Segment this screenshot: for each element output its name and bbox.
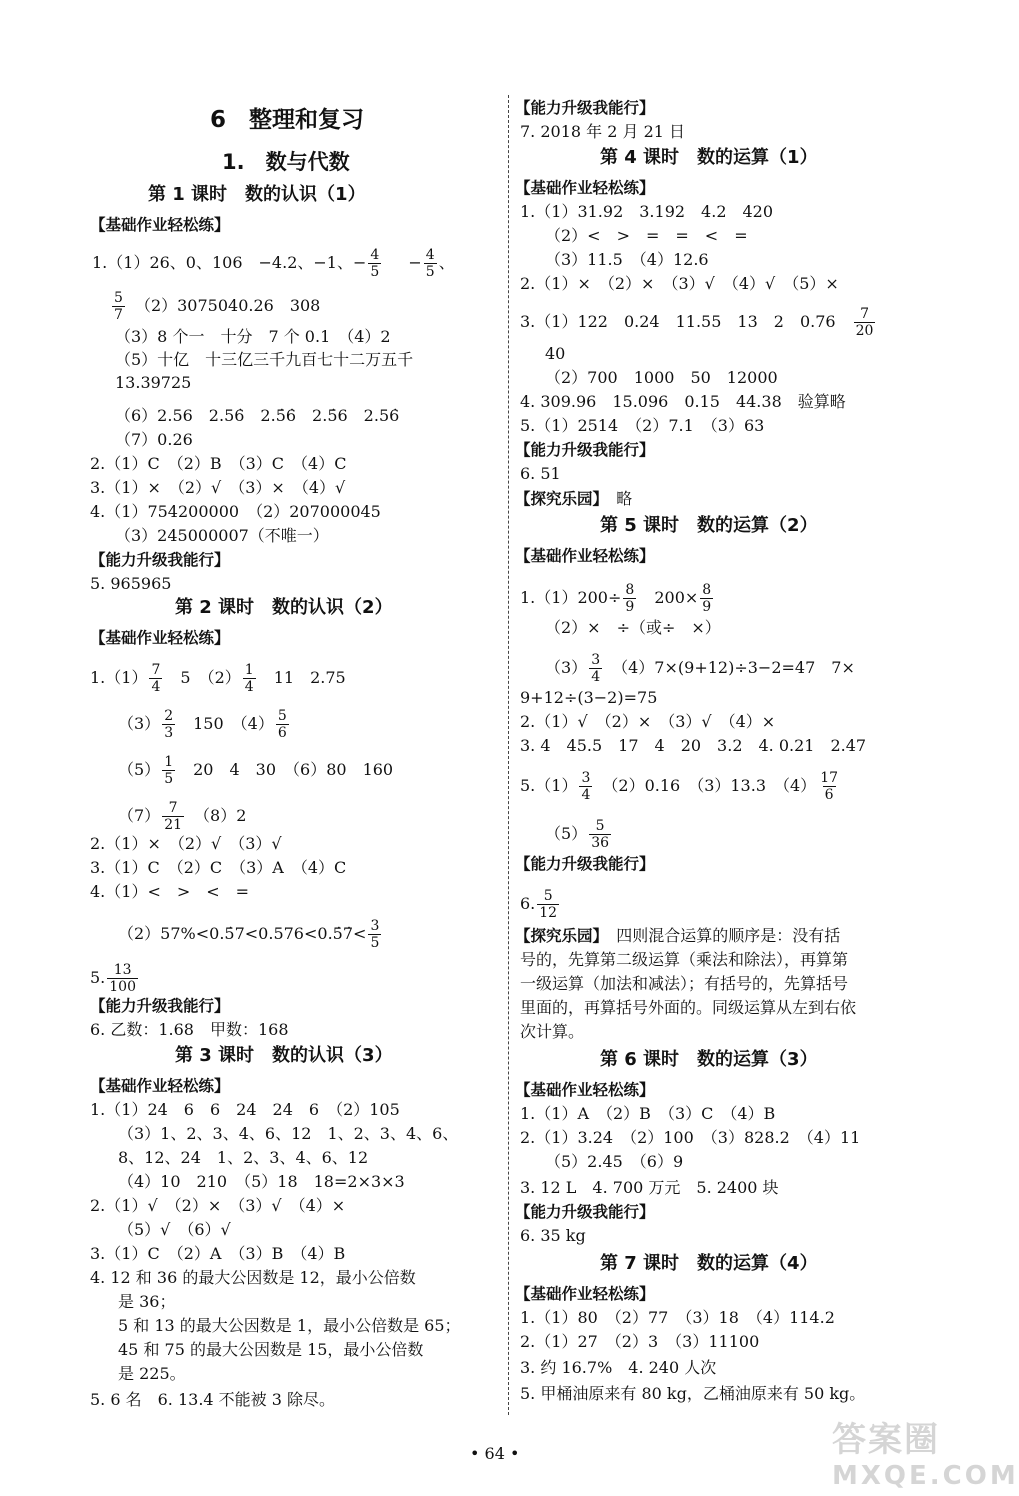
l4-explore: 【探究乐园】 略 bbox=[515, 489, 633, 508]
fraction: $\frac{13}{100}$ bbox=[109, 962, 136, 995]
l7-q1: 1.（1）80 （2）77 （3）18 （4）114.2 bbox=[520, 1308, 835, 1327]
l2-q2: 2.（1）× （2）√ （3）√ bbox=[90, 834, 282, 853]
l3-q4-line1: 4. 12 和 36 的最大公因数是 12，最小公倍数 bbox=[90, 1268, 416, 1287]
l4-q3-line2: 40 bbox=[545, 344, 566, 363]
fraction: $\frac{7}{20}$ bbox=[855, 306, 874, 339]
fraction: $\frac{4}{5}$ bbox=[425, 247, 435, 280]
ability-section-label: 【能力升级我能行】 bbox=[515, 441, 655, 459]
l5-q1-line2: （2）× ÷（或÷ ×） bbox=[545, 618, 721, 637]
l1-q3: 3.（1）× （2）√ （3）× （4）√ bbox=[90, 478, 346, 497]
l4-q5: 5.（1）2514 （2）7.1 （3）63 bbox=[520, 416, 765, 435]
l4-q3-line1: 3.（1）122 0.24 11.55 13 2 0.76 $\frac{7}{20}$ bbox=[520, 306, 874, 339]
l4-q2: 2.（1）× （2）× （3）√ （4）√ （5）× bbox=[520, 274, 839, 293]
fraction: $\frac{1}{5}$ bbox=[164, 754, 174, 787]
fraction: $\frac{7}{4}$ bbox=[151, 662, 161, 695]
l1-q1-line2: $\frac{5}{7}$ （2）3075040.26 308 bbox=[114, 290, 321, 323]
l3-q5: 5. 6 名 6. 13.4 不能被 3 除尽。 bbox=[90, 1390, 336, 1409]
l5-q1-line4: 9+12÷(3−2)=75 bbox=[520, 688, 658, 707]
ability-section-label: 【能力升级我能行】 bbox=[515, 1203, 655, 1221]
section-title: 1. 数与代数 bbox=[222, 150, 350, 174]
l1-q1-line7: （7）0.26 bbox=[115, 430, 193, 449]
l1-q2: 2.（1）C （2）B （3）C （4）C bbox=[90, 454, 347, 473]
fraction: $\frac{17}{6}$ bbox=[820, 770, 839, 803]
l6-q1: 1.（1）A （2）B （3）C （4）B bbox=[520, 1104, 776, 1123]
fraction: $\frac{2}{3}$ bbox=[164, 708, 174, 741]
fraction: $\frac{8}{9}$ bbox=[702, 582, 712, 615]
l5-explore-line4: 里面的，再算括号外面的。同级运算从左到右依 bbox=[520, 998, 857, 1017]
ability-section-label: 【能力升级我能行】 bbox=[90, 997, 230, 1015]
l3-q3: 3.（1）C （2）A （3）B （4）B bbox=[90, 1244, 346, 1263]
l3-q2-line2: （5）√ （6）√ bbox=[118, 1220, 231, 1239]
ability-section-label: 【能力升级我能行】 bbox=[515, 99, 655, 117]
l5-explore-line1: 【探究乐园】 四则混合运算的顺序是：没有括 bbox=[515, 926, 841, 945]
fraction: $\frac{3}{4}$ bbox=[591, 652, 601, 685]
basic-section-label: 【基础作业轻松练】 bbox=[515, 1081, 655, 1099]
l1-q4-line1: 4.（1）754200000 （2）207000045 bbox=[90, 502, 381, 521]
fraction: $\frac{5}{7}$ bbox=[114, 290, 123, 323]
l4-q1-line1: 1.（1）31.92 3.192 4.2 420 bbox=[520, 202, 774, 221]
l5-q6: 6. $\frac{5}{12}$ bbox=[520, 888, 558, 921]
basic-section-label: 【基础作业轻松练】 bbox=[90, 629, 230, 647]
l5-q1-line1: 1.（1）200÷ $\frac{8}{9}$ 200× $\frac{8}{9}$ bbox=[520, 582, 712, 615]
ability-section-label: 【能力升级我能行】 bbox=[90, 551, 230, 569]
basic-section-label: 【基础作业轻松练】 bbox=[515, 547, 655, 565]
l3-q4-line4: 45 和 75 的最大公因数是 15，最小公倍数 bbox=[118, 1340, 424, 1359]
chapter-title: 6 整理和复习 bbox=[210, 107, 365, 133]
basic-section-label: 【基础作业轻松练】 bbox=[90, 1077, 230, 1095]
l3-q1-line2: （3）1、2、3、4、6、12 1、2、3、4、6、 bbox=[118, 1124, 459, 1143]
l6-q2-line1: 2.（1）3.24 （2）100 （3）828.2 （4）11 bbox=[520, 1128, 861, 1147]
l1-q1-line5: 13.39725 bbox=[115, 373, 192, 392]
fraction: $\frac{3}{4}$ bbox=[581, 770, 591, 803]
fraction: $\frac{5}{12}$ bbox=[539, 888, 558, 921]
l2-q1-row2: （3） $\frac{2}{3}$ 150 （4） $\frac{5}{6}$ bbox=[118, 708, 287, 741]
l4-q6: 6. 51 bbox=[520, 464, 561, 483]
l3-q1-line4: （4）10 210 （5）18 18=2×3×3 bbox=[118, 1172, 405, 1191]
ability-section-label: 【能力升级我能行】 bbox=[515, 855, 655, 873]
l2-q5: 5. $\frac{13}{100}$ bbox=[90, 962, 136, 995]
r-q7: 7. 2018 年 2 月 21 日 bbox=[520, 122, 686, 141]
lesson-4-title: 第 4 课时 数的运算（1） bbox=[600, 147, 818, 168]
l3-q4-line2: 是 36； bbox=[118, 1292, 176, 1311]
basic-section-label: 【基础作业轻松练】 bbox=[515, 179, 655, 197]
l3-q1-line3: 8、12、24 1、2、3、4、6、12 bbox=[118, 1148, 369, 1167]
l1-q1-line3: （3）8 个一 十分 7 个 0.1 （4）2 bbox=[115, 327, 391, 346]
l5-explore-line3: 一级运算（加法和减法）；有括号的，先算括号 bbox=[520, 974, 849, 993]
l2-q4-line2: （2）57%<0.5̇7<0.576<0.5̇7̇< $\frac{3}{5}$ bbox=[118, 918, 380, 951]
watermark-logo: 答案圈 MXQE.COM bbox=[832, 1420, 1019, 1491]
l1-q1-line4: （5）十亿 十三亿三千九百七十二万五千 bbox=[115, 350, 414, 369]
l1-q1-line6: （6）2.56 2.56̇ 2.5̇6̇ 2.5̇6 2.56̇ bbox=[115, 406, 400, 425]
l2-q3: 3.（1）C （2）C （3）A （4）C bbox=[90, 858, 347, 877]
l5-explore-line2: 号的，先算第二级运算（乘法和除法），再算第 bbox=[520, 950, 849, 969]
lesson-2-title: 第 2 课时 数的认识（2） bbox=[175, 597, 393, 618]
lesson-3-title: 第 3 课时 数的认识（3） bbox=[175, 1045, 393, 1066]
l4-q3-line3: （2）700 1000 50 12000 bbox=[545, 368, 778, 387]
l3-q4-line5: 是 225。 bbox=[118, 1364, 186, 1383]
l5-q5-line2: （5） $\frac{5}{36}$ bbox=[545, 818, 610, 851]
lesson-6-title: 第 6 课时 数的运算（3） bbox=[600, 1049, 818, 1070]
column-divider bbox=[508, 95, 509, 1415]
l3-q2-line1: 2.（1）√ （2）× （3）√ （4）× bbox=[90, 1196, 346, 1215]
l6-q2-line2: （5）2.45 （6）9 bbox=[545, 1152, 684, 1171]
l1-q5: 5. 965965 bbox=[90, 574, 172, 593]
fraction: $\frac{1}{4}$ bbox=[244, 662, 254, 695]
l2-q4-line1: 4.（1）< > < = bbox=[90, 882, 250, 901]
basic-section-label: 【基础作业轻松练】 bbox=[515, 1285, 655, 1303]
l4-q1-line2: （2）< > = = < = bbox=[545, 226, 748, 245]
l7-q2: 2.（1）27 （2）3 （3）11100 bbox=[520, 1332, 760, 1351]
l3-q1-line1: 1.（1）24 6 6 24 24 6 （2）105 bbox=[90, 1100, 400, 1119]
l4-q1-line3: （3）11.5 （4）12.6 bbox=[545, 250, 709, 269]
l5-q3: 3. 4 45.5 17 4 20 3.2 4. 0.21 2.47 bbox=[520, 736, 867, 755]
fraction: $\frac{8}{9}$ bbox=[625, 582, 635, 615]
l2-q1-row1: 1.（1） $\frac{7}{4}$ 5 （2） $\frac{1}{4}$ 11 2.75 bbox=[90, 662, 346, 695]
l1-q4-line2: （3）245000007（不唯一） bbox=[115, 526, 329, 545]
basic-section-label: 【基础作业轻松练】 bbox=[90, 216, 230, 234]
l5-explore-line5: 次计算。 bbox=[520, 1022, 585, 1041]
page-number: • 64 • bbox=[470, 1444, 520, 1463]
l3-q4-line3: 5 和 13 的最大公因数是 1，最小公倍数是 65； bbox=[118, 1316, 461, 1335]
fraction: $\frac{3}{5}$ bbox=[370, 918, 380, 951]
l4-q4: 4. 309.96 15.096 0.15 44.38 验算略 bbox=[520, 392, 846, 411]
l2-q6: 6. 乙数：1.68 甲数：168 bbox=[90, 1020, 289, 1039]
l7-q5: 5. 甲桶油原来有 80 kg，乙桶油原来有 50 kg。 bbox=[520, 1384, 866, 1403]
l6-q3: 3. 12 L 4. 700 万元 5. 2400 块 bbox=[520, 1178, 779, 1197]
l1-q1-line1: 1.（1）26、0、106 −4.2、−1、− $\frac{4}{5}$ − $\frac{4}{5}$ 、 bbox=[92, 247, 455, 280]
fraction: $\frac{5}{36}$ bbox=[591, 818, 610, 851]
l2-q1-row4: （7） $\frac{7}{21}$ （8）2 bbox=[118, 800, 247, 833]
l5-q1-line3: （3） $\frac{3}{4}$ （4）7×(9+12)÷3−2=47 7× bbox=[545, 652, 855, 685]
l7-q3: 3. 约 16.7% 4. 240 人次 bbox=[520, 1358, 717, 1377]
l2-q1-row3: （5） $\frac{1}{5}$ 20 4 30 （6）80 160 bbox=[118, 754, 394, 787]
l6-q6: 6. 35 kg bbox=[520, 1226, 586, 1245]
l5-q5-line1: 5.（1） $\frac{3}{4}$ （2）0.16 （3）13.3 （4） $\frac{17}{6}$ bbox=[520, 770, 839, 803]
lesson-5-title: 第 5 课时 数的运算（2） bbox=[600, 515, 818, 536]
fraction: $\frac{4}{5}$ bbox=[370, 247, 380, 280]
lesson-1-title: 第 1 课时 数的认识（1） bbox=[148, 184, 366, 205]
fraction: $\frac{5}{6}$ bbox=[277, 708, 287, 741]
l5-q2: 2.（1）√ （2）× （3）√ （4）× bbox=[520, 712, 776, 731]
fraction: $\frac{7}{21}$ bbox=[164, 800, 183, 833]
lesson-7-title: 第 7 课时 数的运算（4） bbox=[600, 1253, 818, 1274]
